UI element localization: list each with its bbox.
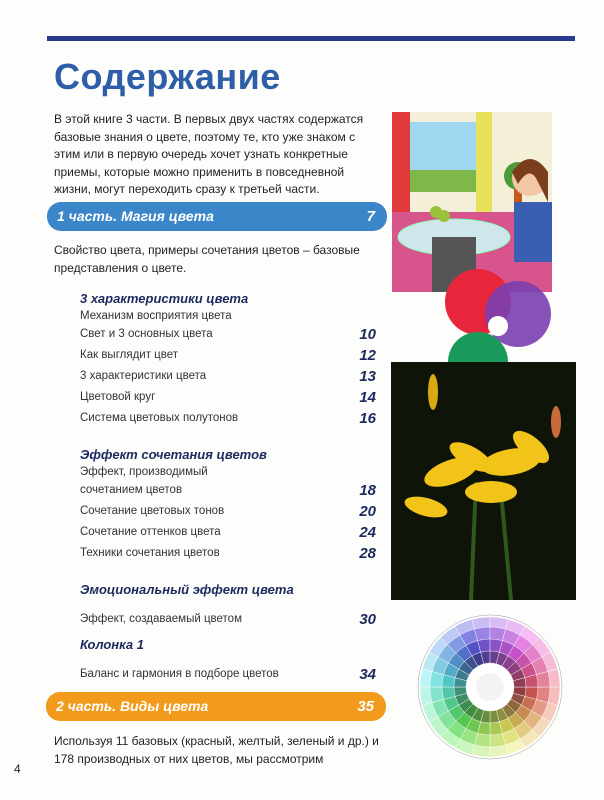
toc-section-4 — [80, 636, 380, 685]
toc-entry[interactable] — [80, 522, 380, 543]
toc-entry-page: 24 — [359, 524, 376, 541]
toc-entry-label: Свет и 3 основных цвета — [80, 328, 213, 340]
toc-entry-page: 18 — [359, 482, 376, 499]
section-heading: 3 характеристики цвета — [80, 291, 249, 306]
toc-entry-page: 20 — [359, 503, 376, 520]
toc-entry-label: сочетанием цветов — [80, 484, 183, 496]
part1-bar[interactable] — [47, 202, 387, 231]
page-number: 4 — [14, 762, 21, 776]
toc-entry[interactable] — [80, 664, 380, 685]
toc-entry-page: 12 — [359, 347, 376, 364]
toc-entry-label: Баланс и гармония в подборе цветов — [80, 668, 279, 680]
section-heading: Колонка 1 — [80, 637, 144, 652]
toc-entry-label: Как выглядит цвет — [80, 349, 179, 361]
section-subheading: Эффект, производимый — [80, 466, 208, 478]
toc-entry-page: 13 — [359, 368, 376, 385]
section-subheading: Механизм восприятия цвета — [80, 310, 232, 322]
toc-entry-label: Техники сочетания цветов — [80, 547, 220, 559]
intro-paragraph: В этой книге 3 части. В первых двух частях содержатся базовые знания о цвете, поэтому те, кто уже знаком с этим или в первую очередь хочет узнать конкретные приемы, которые можно применить в повседневной жизни, могут переходить сразу к третьей части. — [54, 112, 364, 196]
toc-entry-page: 14 — [359, 389, 376, 406]
toc-section-1 — [80, 290, 380, 429]
toc-entry-page: 10 — [359, 326, 376, 343]
part1-title: 1 часть. Магия цвета — [57, 208, 214, 224]
toc-entry-label: 3 характеристики цвета — [80, 370, 207, 382]
lily-photo — [391, 362, 576, 600]
toc-entry-page: 30 — [359, 611, 376, 628]
part2-bar[interactable] — [46, 692, 386, 721]
toc-entry[interactable] — [80, 543, 380, 564]
toc-entry[interactable] — [80, 480, 380, 501]
part1-page: 7 — [366, 208, 375, 225]
toc-entry[interactable] — [80, 501, 380, 522]
toc-entry[interactable] — [80, 609, 380, 630]
toc-entry-label: Цветовой круг — [80, 391, 156, 403]
page-title: Содержание — [54, 56, 281, 97]
part1-description: Свойство цвета, примеры сочетания цветов – базовые представления о цвете. — [54, 243, 360, 275]
part2-description: Используя 11 базовых (красный, желтый, зеленый и др.) и 178 производных от них цветов, мы рассмотрим — [54, 734, 379, 766]
part2-page: 35 — [357, 698, 374, 715]
toc-entry[interactable] — [80, 387, 380, 408]
toc-section-3 — [80, 581, 380, 630]
toc-entry-label: Сочетание оттенков цвета — [80, 526, 221, 538]
color-wheel-diagram — [398, 604, 582, 770]
toc-entry-label: Система цветовых полутонов — [80, 412, 239, 424]
toc-entry[interactable] — [80, 366, 380, 387]
toc-entry-page: 28 — [359, 545, 376, 562]
top-rule — [47, 36, 575, 41]
part2-title: 2 часть. Виды цвета — [56, 698, 209, 714]
section-heading: Эмоциональный эффект цвета — [80, 582, 294, 597]
toc-entry-page: 34 — [359, 666, 376, 683]
toc-entry-label: Сочетание цветовых тонов — [80, 505, 225, 517]
toc-entry-label: Эффект, создаваемый цветом — [80, 613, 242, 625]
toc-entry-page: 16 — [359, 410, 376, 427]
toc-section-2 — [80, 446, 380, 564]
toc-entry[interactable] — [80, 345, 380, 366]
toc-entry[interactable] — [80, 408, 380, 429]
toc-entry[interactable] — [80, 324, 380, 345]
section-heading: Эффект сочетания цветов — [80, 447, 267, 462]
